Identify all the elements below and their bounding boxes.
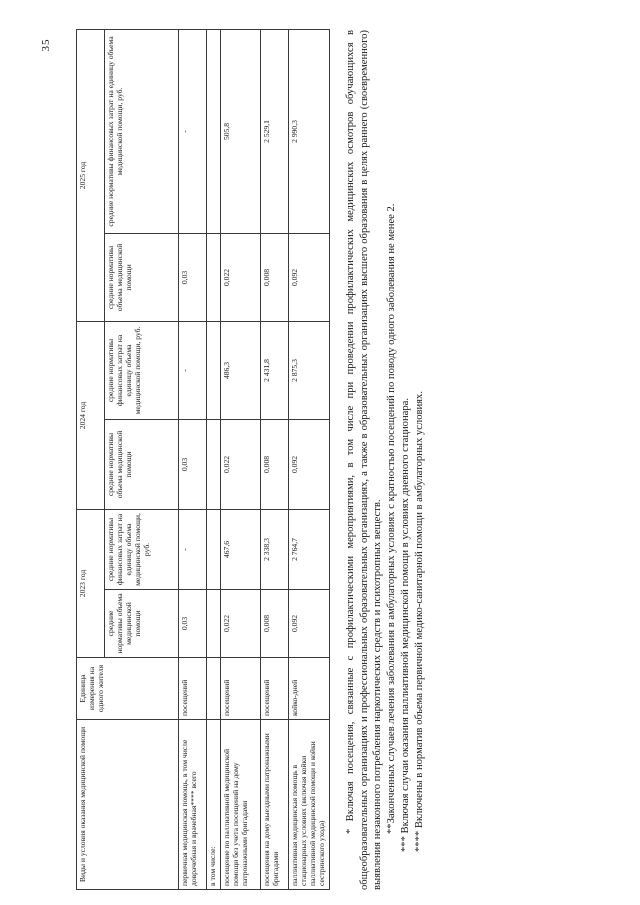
page-number: 35 — [40, 38, 52, 52]
row-care-type: посещения на дому выездными патронажными бригадами — [260, 720, 288, 890]
header-row-years — [77, 29, 105, 889]
header-care-type: Виды и условия оказания медицинской помощи — [77, 720, 179, 890]
header-year-2024: 2024 год — [77, 321, 105, 509]
volume-2023: 0,092 — [288, 590, 329, 658]
table-row — [288, 29, 329, 889]
header-cost-2025: средние нормативы финансовых затрат на единицу объема медицинской помощи, руб. — [105, 29, 179, 233]
cost-2024: 486,3 — [220, 321, 260, 419]
cost-2023: 467,6 — [220, 509, 260, 589]
header-volume-2024: средние нормативы объема медицинской помощи — [105, 419, 179, 509]
cost-2023: 2 338,3 — [260, 509, 288, 589]
header-year-2025: 2025 год — [77, 29, 105, 321]
cost-2025: 2 529,1 — [260, 29, 288, 233]
row-care-type: первичная медицинская помощь, в том числе доврачебная и врачебная**** всего — [179, 720, 207, 890]
cost-2023: - — [179, 509, 207, 589]
volume-2024: 0,03 — [179, 419, 207, 509]
footnotes — [344, 30, 427, 890]
footnote-2: **Законченных случаев лечения заболевания в амбулаторных условиях с кратностью посещений по поводу одного заболевания не менее 2. — [386, 203, 398, 834]
volume-2023: 0,008 — [260, 590, 288, 658]
row-care-type: в том числе: — [207, 720, 221, 890]
cost-2024: 2 875,3 — [288, 321, 329, 419]
footnote-3: *** Включая случаи оказания паллиативной медицинской помощи в условиях дневного стационара. — [399, 398, 411, 852]
header-year-2023: 2023 год — [77, 509, 105, 657]
volume-2024: 0,022 — [220, 419, 260, 509]
page-number-row — [40, 0, 52, 465]
table-row — [207, 29, 221, 889]
volume-2025: 0,03 — [179, 233, 207, 321]
volume-2025: 0,022 — [220, 233, 260, 321]
header-volume-2025: средние нормативы объема медицинской помощи — [105, 233, 179, 321]
volume-2024: 0,008 — [260, 419, 288, 509]
header-volume-2023: средние нормативы объема медицинской помощи — [105, 590, 179, 658]
table-row — [220, 29, 260, 889]
footnote-4: **** Включены в норматив объема первичной медико-санитарной помощи в амбулаторных условиях. — [413, 391, 425, 852]
table-row — [179, 29, 207, 889]
cost-2023: 2 764,7 — [288, 509, 329, 589]
row-unit: посещений — [179, 658, 207, 720]
volume-2024: 0,092 — [288, 419, 329, 509]
footnote-1: * Включая посещения, связанные с профилактическими мероприятиями, в том числе при проведении профилактических медицинских осмотров обучающихся в общеобразовательных организациях и профессиональных образовательных организациях, а также в образовательных организациях высшего образования в целях раннего (своевременного) выявления незаконного потребления наркотических средств и психотропных веществ. — [344, 30, 384, 890]
cost-2024: - — [179, 321, 207, 419]
header-cost-2023: средние нормативы финансовых затрат на единицу объема медицинской помощи, руб. — [105, 509, 179, 589]
row-unit: койко-дней — [288, 658, 329, 720]
medical-care-norms-table — [76, 29, 330, 890]
volume-2023: 0,022 — [220, 590, 260, 658]
row-care-type: паллиативная медицинская помощь в стационарных условиях (включая койки паллиативной медицинской помощи и койки сестринского ухода) — [288, 720, 329, 890]
cost-2025: - — [179, 29, 207, 233]
table-row — [260, 29, 288, 889]
volume-2023: 0,03 — [179, 590, 207, 658]
rotated-page-content — [76, 28, 606, 890]
cost-2025: 505,8 — [220, 29, 260, 233]
cost-2024: 2 431,8 — [260, 321, 288, 419]
header-cost-2024: средние нормативы финансовых затрат на единицу объема медицинской помощи, руб. — [105, 321, 179, 419]
row-unit: посещений — [260, 658, 288, 720]
row-unit: посещений — [220, 658, 260, 720]
volume-2025: 0,092 — [288, 233, 329, 321]
cost-2025: 2 990,3 — [288, 29, 329, 233]
header-unit: Единица измерения на одного жителя — [77, 658, 179, 720]
volume-2025: 0,008 — [260, 233, 288, 321]
row-care-type: посещение по паллиативной медицинской помощи без учета посещений на дому патронажными бригадами — [220, 720, 260, 890]
